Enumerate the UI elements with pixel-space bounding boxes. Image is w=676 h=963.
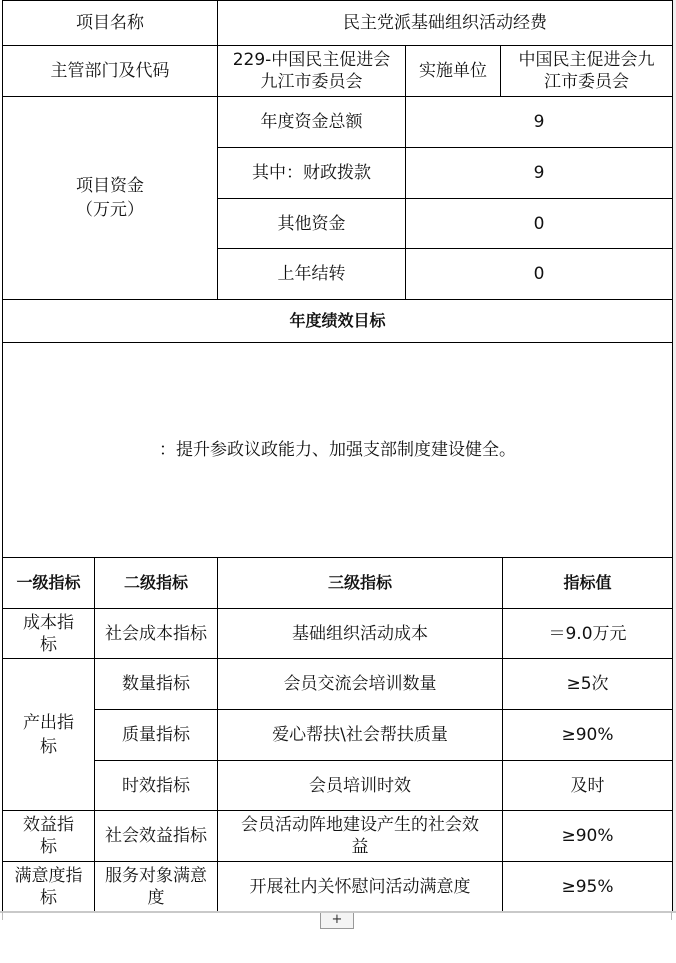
funds-fiscal-value: 9: [533, 163, 545, 183]
impl-value: 中国民主促进会九江市委员会: [518, 50, 655, 92]
page-corner-right: [671, 912, 672, 920]
funds-label: 项目资金 （万元）: [76, 176, 144, 220]
value-support-quality: ≥90%: [561, 725, 614, 745]
funds-carryover-label: 上年结转: [277, 264, 346, 284]
impl-label: 实施单位: [419, 61, 487, 81]
add-sheet-button[interactable]: +: [320, 913, 354, 929]
header-value: 指标值: [563, 573, 612, 592]
level1-satisfaction: 满意度指标: [14, 865, 83, 908]
level1-cost: 成本指标: [23, 612, 74, 655]
level2-service-satisfaction: 服务对象满意度: [105, 865, 207, 908]
level2-quantity: 数量指标: [122, 674, 190, 694]
goal-title: 年度绩效目标: [289, 311, 386, 330]
dept-value: 229-中国民主促进会九江市委员会: [232, 50, 391, 92]
value-training-timeliness: 及时: [570, 775, 605, 796]
value-venue-benefit: ≥90%: [561, 826, 614, 846]
level2-social-cost: 社会成本指标: [105, 623, 207, 644]
page-corner-left: [2, 912, 3, 920]
project-name-value: 民主党派基础组织活动经费: [343, 13, 547, 33]
level2-timeliness: 时效指标: [122, 775, 190, 796]
level3-activity-cost: 基础组织活动成本: [292, 623, 428, 644]
funds-other-value: 0: [533, 213, 545, 234]
funds-carryover-value: 0: [533, 264, 545, 284]
project-name-label: 项目名称: [76, 13, 144, 33]
funds-other-label: 其他资金: [277, 213, 346, 234]
level3-training-timeliness: 会员培训时效: [309, 775, 411, 796]
header-level2: 二级指标: [123, 573, 188, 592]
level2-quality: 质量指标: [122, 725, 190, 745]
goal-text: ：提升参政议政能力、加强支部制度建设健全。: [159, 440, 516, 460]
value-care-satisfaction: ≥95%: [561, 876, 614, 897]
level2-social-benefit: 社会效益指标: [105, 826, 207, 846]
funds-total-label: 年度资金总额: [260, 112, 363, 132]
header-level1: 一级指标: [16, 573, 81, 592]
level1-benefit: 效益指标: [23, 815, 74, 857]
performance-table: [2, 0, 673, 912]
level3-training-count: 会员交流会培训数量: [283, 674, 437, 694]
header-level3: 三级指标: [327, 573, 392, 592]
value-activity-cost: ＝9.0万元: [548, 623, 627, 644]
funds-total-value: 9: [533, 112, 545, 132]
level3-venue-benefit: 会员活动阵地建设产生的社会效益: [241, 815, 479, 857]
funds-fiscal-label: 其中：财政拨款: [252, 163, 371, 183]
level1-output: 产出指标: [23, 712, 74, 757]
dept-label: 主管部门及代码: [50, 61, 170, 81]
value-training-count: ≥5次: [566, 674, 609, 694]
level3-care-satisfaction: 开展社内关怀慰问活动满意度: [249, 876, 471, 897]
level3-support-quality: 爱心帮扶\社会帮扶质量: [272, 725, 448, 745]
